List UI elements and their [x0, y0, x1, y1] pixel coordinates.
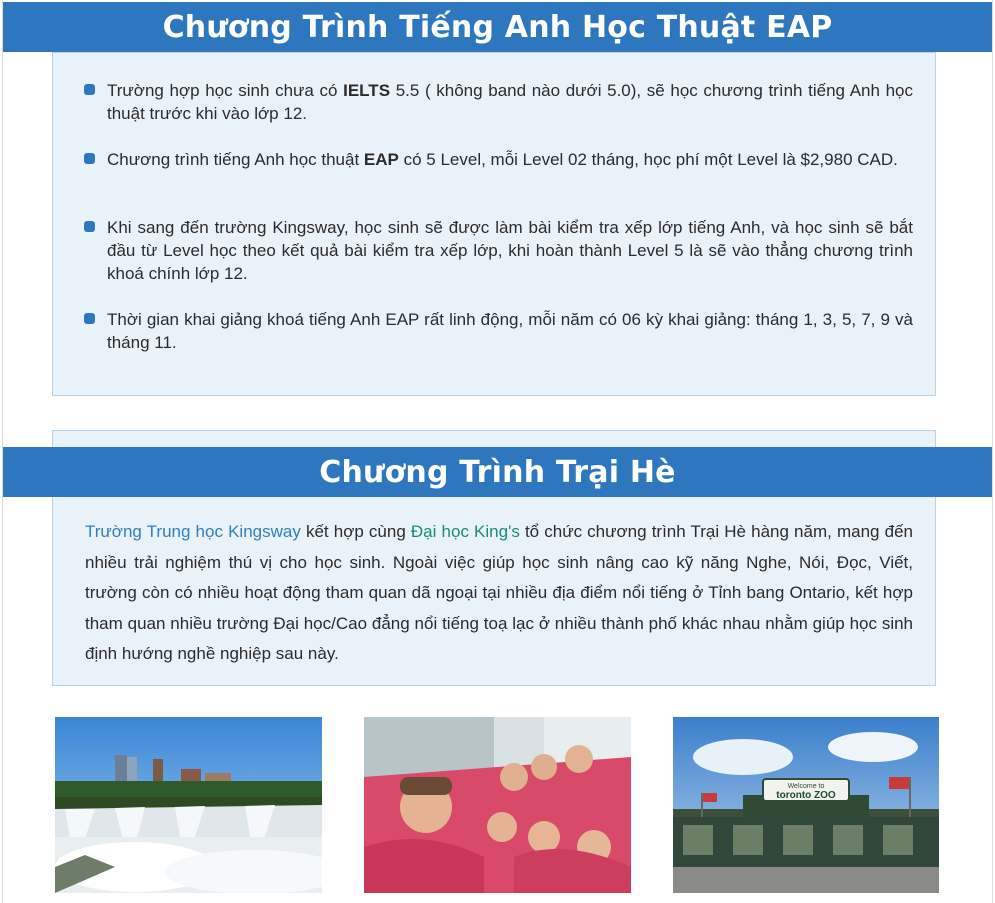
summer-text: tổ chức chương trình Trại Hè hàng năm, mang đến nhiều trải nghiệm thú vị cho học sinh. Ngoài việc giúp học sinh nâng cao kỹ năng Nghe, Nói, Đọc, Viết, trường còn có nhiều hoạt động tham quan dã ngoại tại nhiều địa điểm nổi tiếng ở Tỉnh bang Ontario, kết hợp tham quan nhiều trường Đại học/Cao đẳng nổi tiếng toạ lạc ở nhiều thành phố khác nhau nhằm giúp học sinh định hướng nghề nghiệp sau này.: [85, 522, 913, 663]
kingsway-school-link[interactable]: Trường Trung học Kingsway: [85, 522, 301, 541]
eap-bullet-item: [107, 216, 913, 285]
bullet-text: 5.5 ( không band nào dưới 5.0), sẽ học chương trình tiếng Anh học thuật trước khi vào lớp 12.: [107, 81, 913, 123]
eap-bullet-item: [107, 79, 913, 125]
zoo-sign-main-text: toronto ZOO: [776, 790, 836, 801]
students-boat-tour-photo: [364, 717, 631, 893]
summer-section-title: Chương Trình Trại Hè: [319, 454, 676, 490]
toronto-zoo-photo: [673, 717, 939, 893]
eap-section-banner: [3, 2, 992, 52]
niagara-falls-photo: [55, 717, 322, 893]
zoo-sign-top-text: Welcome to: [787, 783, 825, 790]
summer-section-banner: [3, 447, 992, 497]
kings-university-link[interactable]: Đại học King's: [410, 522, 520, 541]
bullet-icon: [84, 153, 95, 164]
eap-bullet-item: [107, 308, 913, 354]
bullet-bold-text: IELTS: [343, 81, 391, 100]
summer-paragraph: [85, 517, 913, 670]
bullet-text: có 5 Level, mỗi Level 02 tháng, học phí một Level là $2,980 CAD.: [398, 150, 898, 169]
bullet-text: Thời gian khai giảng khoá tiếng Anh EAP rất linh động, mỗi năm có 06 kỳ khai giảng: tháng 1, 3, 5, 7, 9 và tháng 11.: [107, 310, 913, 352]
bullet-bold-text: EAP: [363, 150, 399, 169]
summer-text: kết hợp cùng: [300, 522, 411, 541]
bullet-text: Khi sang đến trường Kingsway, học sinh sẽ được làm bài kiểm tra xếp lớp tiếng Anh, và học sinh sẽ bắt đầu từ Level học theo kết quả bài kiểm tra xếp lớp, khi hoàn thành Level 5 là sẽ vào thẳng chương trình khoá chính lớp 12.: [107, 218, 913, 283]
eap-info-panel: [52, 52, 936, 396]
eap-bullet-item: [107, 148, 913, 171]
bullet-text: Chương trình tiếng Anh học thuật: [107, 150, 364, 169]
right-frame-line: [992, 0, 993, 903]
bullet-icon: [84, 221, 95, 232]
bullet-text: Trường hợp học sinh chưa có: [107, 81, 344, 100]
bullet-icon: [84, 313, 95, 324]
bullet-icon: [84, 84, 95, 95]
eap-section-title: Chương Trình Tiếng Anh Học Thuật EAP: [162, 9, 833, 45]
